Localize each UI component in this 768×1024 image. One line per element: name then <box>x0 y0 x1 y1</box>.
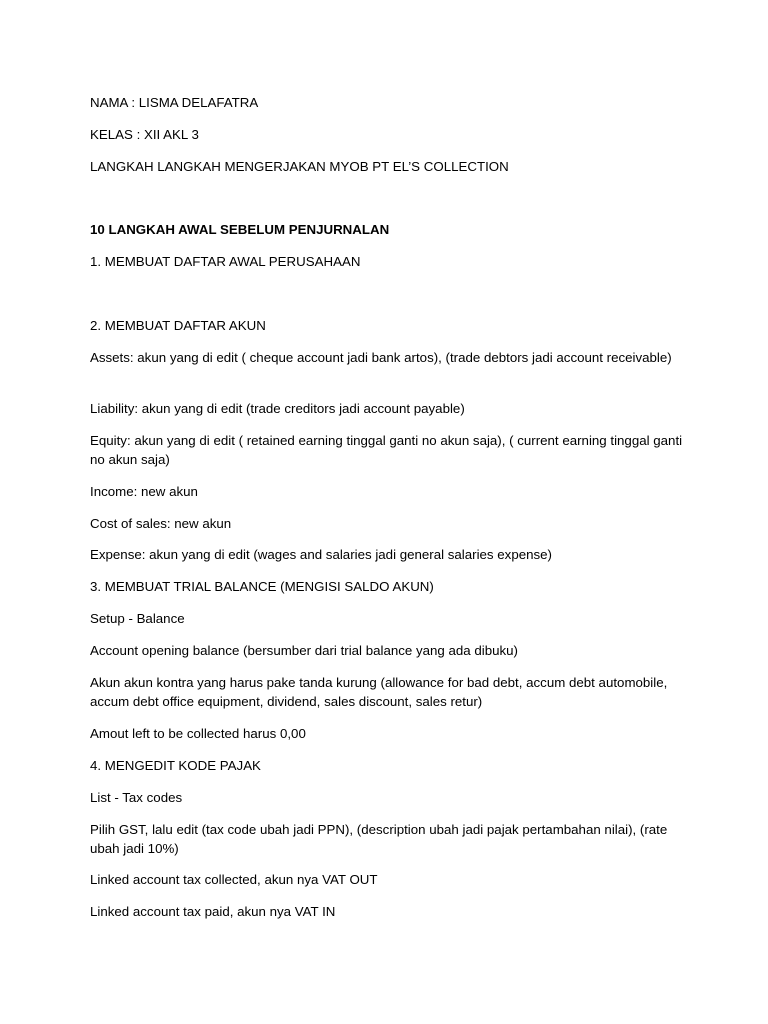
income-paragraph: Income: new akun <box>90 484 198 499</box>
student-class: KELAS : XII AKL 3 <box>90 127 199 142</box>
account-opening-paragraph: Account opening balance (bersumber dari trial balance yang ada dibuku) <box>90 643 518 658</box>
setup-balance-paragraph: Setup - Balance <box>90 611 185 626</box>
linked-collected-paragraph: Linked account tax collected, akun nya VAT OUT <box>90 872 378 887</box>
student-name: NAMA : LISMA DELAFATRA <box>90 95 259 110</box>
step-1-heading: 1. MEMBUAT DAFTAR AWAL PERUSAHAAN <box>90 254 361 269</box>
step-4-heading: 4. MENGEDIT KODE PAJAK <box>90 758 261 773</box>
list-tax-paragraph: List - Tax codes <box>90 790 183 805</box>
equity-paragraph: Equity: akun yang di edit ( retained earning tinggal ganti no akun saja), ( current earning tinggal ganti no akun saja) <box>90 433 683 467</box>
expense-paragraph: Expense: akun yang di edit (wages and salaries jadi general salaries expense) <box>90 547 552 562</box>
akun-kontra-paragraph: Akun akun kontra yang harus pake tanda kurung (allowance for bad debt, accum debt automobile, accum debt office equipment, dividend, sales discount, sales retur) <box>90 675 668 709</box>
amount-left-paragraph: Amout left to be collected harus 0,00 <box>90 726 306 741</box>
step-3-heading: 3. MEMBUAT TRIAL BALANCE (MENGISI SALDO AKUN) <box>90 579 434 594</box>
section-heading: 10 LANGKAH AWAL SEBELUM PENJURNALAN <box>90 222 390 237</box>
cost-of-sales-paragraph: Cost of sales: new akun <box>90 516 232 531</box>
linked-paid-paragraph: Linked account tax paid, akun nya VAT IN <box>90 904 336 919</box>
assets-paragraph: Assets: akun yang di edit ( cheque account jadi bank artos), (trade debtors jadi account receivable) <box>90 350 672 365</box>
step-2-heading: 2. MEMBUAT DAFTAR AKUN <box>90 318 266 333</box>
pilih-gst-paragraph: Pilih GST, lalu edit (tax code ubah jadi PPN), (description ubah jadi pajak pertambahan nilai), (rate ubah jadi 10%) <box>90 822 668 856</box>
liability-paragraph: Liability: akun yang di edit (trade creditors jadi account payable) <box>90 401 465 416</box>
document-title: LANGKAH LANGKAH MENGERJAKAN MYOB PT EL’S COLLECTION <box>90 159 509 174</box>
